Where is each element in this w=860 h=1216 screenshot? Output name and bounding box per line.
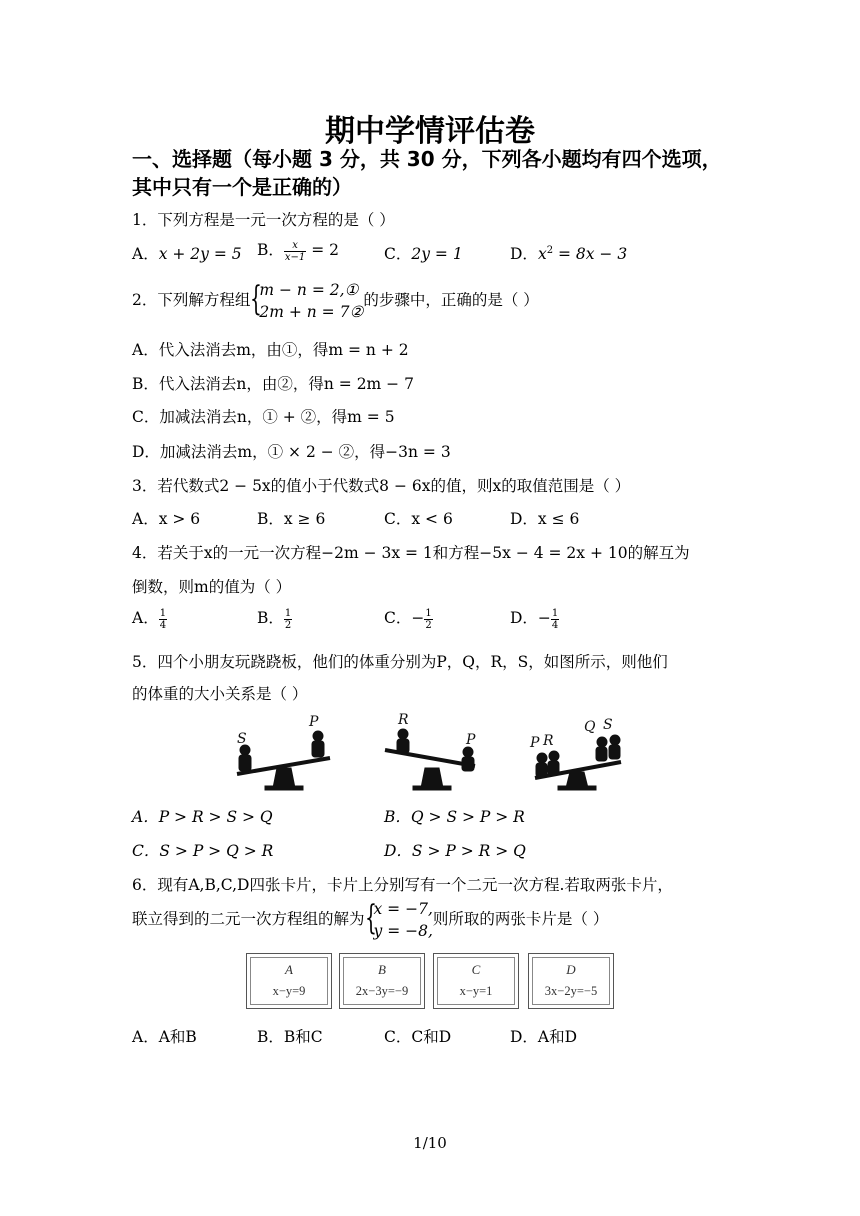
- q6-option-c: C．C和D: [384, 1028, 452, 1046]
- q6-option-a: A．A和B: [132, 1028, 197, 1046]
- q2-stem: 2．下列解方程组 { m − n = 2,① 2m + n = 7② 的步骤中，正确的是（ ）: [132, 279, 539, 321]
- q6-solution-system: { x = −7, y = −8,: [364, 898, 433, 940]
- card-a: A x−y=9: [246, 953, 332, 1009]
- seesaw-1: [237, 714, 330, 790]
- seesaw1-label-p: P: [309, 714, 319, 730]
- q6-option-d: D．A和D: [510, 1028, 578, 1046]
- q4-option-d: D．− $\frac{1}{4}$: [510, 607, 559, 631]
- q6-stem-line1: 6．现有A,B,C,D四张卡片，卡片上分别写有一个二元一次方程.若取两张卡片，: [132, 876, 673, 894]
- card-d: D 3x−2y=−5: [528, 953, 614, 1009]
- q5-option-d: D．S > P > R > Q: [384, 842, 526, 860]
- q1-option-c: C．2y = 1: [384, 245, 463, 263]
- q2-option-c: C．加减法消去n，① + ②，得m = 5: [132, 408, 395, 426]
- q4-stem-line1: 4．若关于x的一元一次方程−2m − 3x = 1和方程−5x − 4 = 2x + 10的解互为: [132, 544, 690, 562]
- q6-option-b: B．B和C: [257, 1028, 323, 1046]
- q3-option-c: C．x < 6: [384, 510, 453, 528]
- card-c: C x−y=1: [433, 953, 519, 1009]
- q4-option-a: A． $\frac{1}{4}$: [132, 607, 167, 631]
- q6-stem-line2: 联立得到的二元一次方程组的解为 { x = −7, y = −8, 则所取的两张卡片是（ ）: [132, 898, 609, 940]
- q1-option-d: D．$x^2 = 8x - 3$: [510, 244, 628, 263]
- seesaw-figure: [225, 706, 635, 792]
- seesaw1-label-s: S: [237, 731, 247, 747]
- seesaw2-label-r: R: [398, 712, 409, 728]
- seesaw-3: [529, 717, 621, 790]
- q2-option-b: B．代入法消去n，由②，得n = 2m − 7: [132, 375, 414, 393]
- q4-option-b: B． $\frac{1}{2}$: [257, 607, 292, 631]
- q5-stem-line2: 的体重的大小关系是（ ）: [132, 685, 308, 703]
- q5-option-a: A．P > R > S > Q: [132, 808, 273, 826]
- q1-option-b: B． $\frac{x}{x-1}$ = 2: [257, 239, 339, 263]
- q2-equation-system: { m − n = 2,① 2m + n = 7②: [250, 279, 364, 321]
- seesaw3-label-r: R: [543, 733, 554, 749]
- seesaw-2: [385, 712, 476, 790]
- q3-option-d: D．x ≤ 6: [510, 510, 580, 528]
- seesaw3-label-p: P: [530, 735, 540, 751]
- q2-option-a: A．代入法消去m，由①，得m = n + 2: [132, 341, 409, 359]
- q1-stem: 1．下列方程是一元一次方程的是（ ）: [132, 211, 395, 229]
- section-heading: 一、选择题（每小题 3 分，共 30 分，下列各小题均有四个选项，其中只有一个是正确的）: [132, 147, 722, 199]
- seesaw3-label-q: Q: [584, 719, 596, 735]
- card-b: B 2x−3y=−9: [339, 953, 425, 1009]
- q3-option-b: B．x ≥ 6: [257, 510, 326, 528]
- q5-option-c: C．S > P > Q > R: [132, 842, 274, 860]
- q5-stem-line1: 5．四个小朋友玩跷跷板，他们的体重分别为P，Q，R，S，如图所示，则他们: [132, 653, 668, 671]
- seesaw3-label-s: S: [603, 717, 613, 733]
- q3-option-a: A．x > 6: [132, 510, 201, 528]
- exam-title: 期中学情评估卷: [325, 114, 535, 149]
- q2-option-d: D．加减法消去m，① × 2 − ②，得−3n = 3: [132, 443, 451, 461]
- seesaw2-label-p: P: [466, 732, 476, 748]
- page-number: 1/10: [413, 1134, 447, 1152]
- q5-option-b: B．Q > S > P > R: [384, 808, 525, 826]
- q1-option-a: A．x + 2y = 5: [132, 245, 242, 263]
- q4-option-c: C．− $\frac{1}{2}$: [384, 607, 432, 631]
- q4-stem-line2: 倒数，则m的值为（ ）: [132, 578, 292, 596]
- q3-stem: 3．若代数式2 − 5x的值小于代数式8 − 6x的值，则x的取值范围是（ ）: [132, 477, 631, 495]
